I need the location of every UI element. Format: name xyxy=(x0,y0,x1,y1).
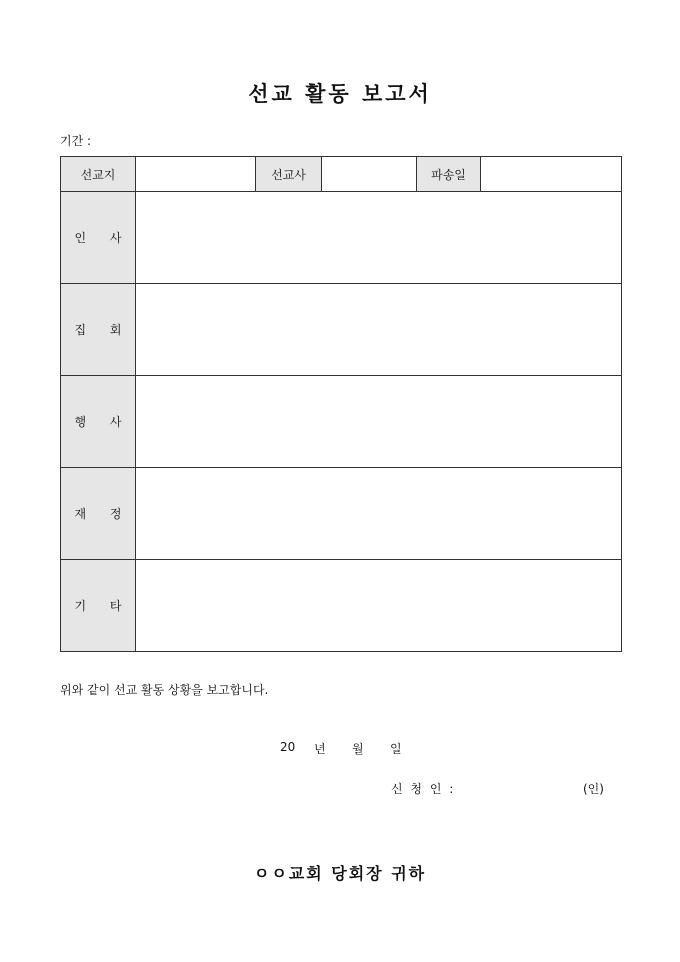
dispatch-date-input[interactable] xyxy=(481,157,622,192)
section-row-greeting xyxy=(61,192,622,284)
section-row-other xyxy=(61,560,622,652)
date-prefix: 20 xyxy=(280,740,296,754)
mission-field-input[interactable] xyxy=(136,157,256,192)
date-month: 월 xyxy=(352,742,364,756)
date-line xyxy=(280,740,402,757)
mission-field-label: 선교지 xyxy=(61,157,136,192)
date-year: 년 xyxy=(314,742,326,756)
section-content-meeting[interactable] xyxy=(136,284,622,376)
header-row xyxy=(61,157,622,192)
document-title: 선교 활동 보고서 xyxy=(248,81,432,106)
section-content-event[interactable] xyxy=(136,376,622,468)
report-table xyxy=(60,156,622,652)
section-label-event: 행 사 xyxy=(61,376,136,468)
section-label-greeting: 인 사 xyxy=(61,192,136,284)
section-label-meeting: 집 회 xyxy=(61,284,136,376)
section-content-other[interactable] xyxy=(136,560,622,652)
date-day: 일 xyxy=(390,742,402,756)
seal-label: (인) xyxy=(583,782,604,796)
section-content-greeting[interactable] xyxy=(136,192,622,284)
section-label-finance: 재 정 xyxy=(61,468,136,560)
section-row-finance xyxy=(61,468,622,560)
recipient-line: ㅇㅇ교회 당회장 귀하 xyxy=(253,864,427,883)
missionary-input[interactable] xyxy=(322,157,417,192)
report-statement: 위와 같이 선교 활동 상황을 보고합니다. xyxy=(60,683,269,697)
section-row-meeting xyxy=(61,284,622,376)
period-label: 기간 : xyxy=(60,134,92,148)
section-label-other: 기 타 xyxy=(61,560,136,652)
dispatch-date-label: 파송일 xyxy=(417,157,481,192)
missionary-label: 선교사 xyxy=(256,157,322,192)
section-content-finance[interactable] xyxy=(136,468,622,560)
section-row-event xyxy=(61,376,622,468)
applicant-label: 신 청 인 : xyxy=(391,782,456,796)
